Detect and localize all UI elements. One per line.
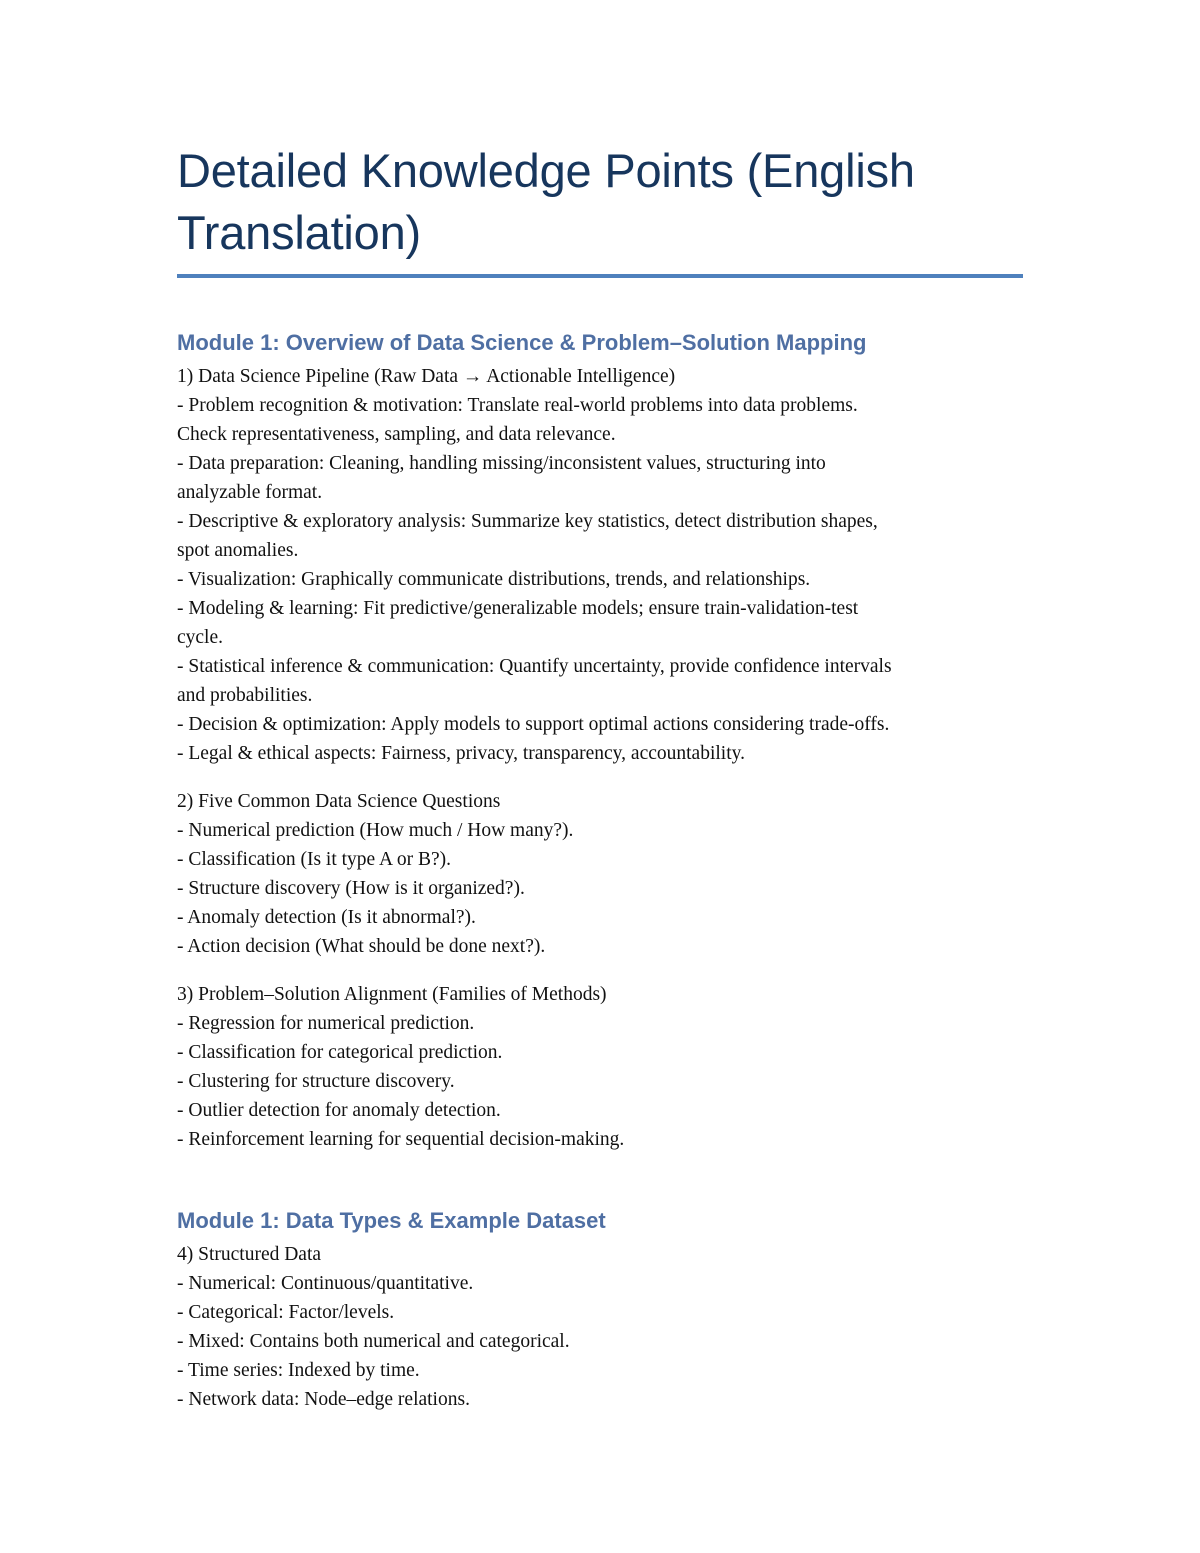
list-item: - Classification (Is it type A or B?). [177, 849, 452, 870]
section-pipeline [177, 362, 1023, 768]
section-title: 4) Structured Data [177, 1244, 322, 1265]
list-item: - Numerical: Continuous/quantitative. [177, 1273, 474, 1294]
list-item: - Anomaly detection (Is it abnormal?). [177, 907, 476, 928]
list-item-continuation: spot anomalies. [177, 540, 299, 561]
section-title: 3) Problem–Solution Alignment (Families of Methods) [177, 984, 607, 1005]
list-item: - Data preparation: Cleaning, handling missing/inconsistent values, structuring into [177, 453, 826, 474]
list-item-continuation: Check representativeness, sampling, and data relevance. [177, 424, 616, 445]
module-heading: Module 1: Overview of Data Science & Problem–Solution Mapping [177, 330, 867, 355]
section-title: 1) Data Science Pipeline (Raw Data → Actionable Intelligence) [177, 366, 676, 387]
list-item: - Modeling & learning: Fit predictive/generalizable models; ensure train-validation-test [177, 598, 859, 619]
list-item: - Visualization: Graphically communicate distributions, trends, and relationships. [177, 569, 811, 590]
document-title [177, 140, 1023, 264]
document-title-line-1: Detailed Knowledge Points (English [177, 144, 915, 197]
list-item: - Outlier detection for anomaly detection. [177, 1100, 501, 1121]
section-questions [177, 787, 1023, 961]
section-structured-data [177, 1240, 1023, 1414]
list-item-continuation: cycle. [177, 627, 224, 648]
document-title-line-2: Translation) [177, 206, 422, 259]
list-item: - Time series: Indexed by time. [177, 1360, 420, 1381]
list-item: - Problem recognition & motivation: Translate real-world problems into data problems. [177, 395, 858, 416]
list-item: - Numerical prediction (How much / How many?). [177, 820, 574, 841]
list-item: - Clustering for structure discovery. [177, 1071, 455, 1092]
list-item: - Legal & ethical aspects: Fairness, privacy, transparency, accountability. [177, 743, 745, 764]
module-overview [177, 328, 1023, 1154]
list-item: - Action decision (What should be done next?). [177, 936, 546, 957]
list-item: - Reinforcement learning for sequential decision-making. [177, 1129, 625, 1150]
list-item: - Statistical inference & communication: Quantify uncertainty, provide confidence intervals [177, 656, 892, 677]
list-item: - Decision & optimization: Apply models to support optimal actions considering trade-offs. [177, 714, 890, 735]
list-item-continuation: and probabilities. [177, 685, 313, 706]
document-page [177, 140, 1023, 1433]
section-alignment [177, 980, 1023, 1154]
list-item: - Structure discovery (How is it organized?). [177, 878, 525, 899]
list-item: - Categorical: Factor/levels. [177, 1302, 395, 1323]
list-item: - Descriptive & exploratory analysis: Summarize key statistics, detect distribution shapes, [177, 511, 878, 532]
module-heading: Module 1: Data Types & Example Dataset [177, 1208, 606, 1233]
list-item: - Classification for categorical prediction. [177, 1042, 503, 1063]
section-title: 2) Five Common Data Science Questions [177, 791, 501, 812]
title-underline-rule [177, 274, 1023, 278]
module-data-types [177, 1206, 1023, 1414]
list-item: - Mixed: Contains both numerical and categorical. [177, 1331, 570, 1352]
list-item: - Regression for numerical prediction. [177, 1013, 475, 1034]
list-item: - Network data: Node–edge relations. [177, 1389, 470, 1410]
list-item-continuation: analyzable format. [177, 482, 323, 503]
